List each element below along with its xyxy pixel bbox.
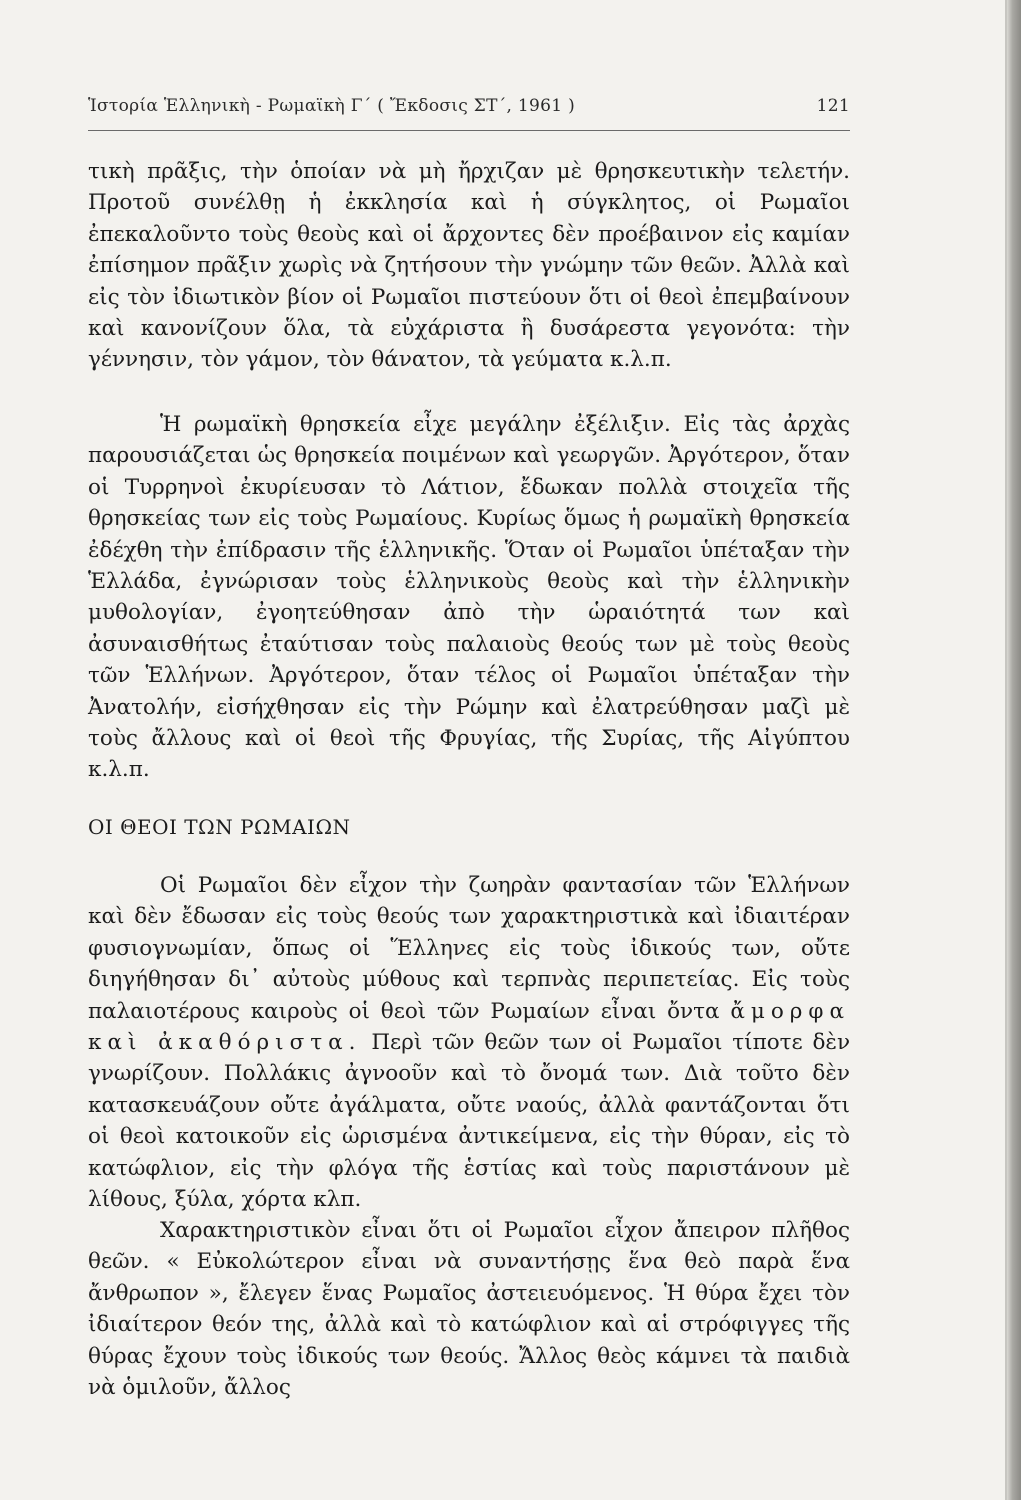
section-heading: ΟΙ ΘΕΟΙ ΤΩΝ ΡΩΜΑΙΩΝ bbox=[88, 815, 351, 839]
paragraph-3-emphasis: ἄμορφα καὶ ἀκαθόριστα. bbox=[88, 998, 850, 1056]
paragraph-continued bbox=[88, 156, 850, 376]
running-title: Ἱστορία Ἑλληνικὴ - Ρωμαϊκὴ Γ΄ ( Ἔκδοσις ΣΤ΄, 1961 ) bbox=[88, 96, 576, 116]
paragraph-countless-gods bbox=[88, 1215, 850, 1403]
header-rule bbox=[88, 130, 850, 131]
paragraph-3-part-2: Περὶ τῶν θεῶν των οἱ Ρωμαῖοι τίποτε δὲν γνωρίζουν. Πολλάκις ἀγνοοῦν καὶ τὸ ὄνομά των. Διὰ τοῦτο δὲν κατασκευάζουν οὔτε ἀγάλματα, οὔτε ναούς, ἀλλὰ φαντάζονται ὅτι οἱ θεοὶ κατοικοῦν εἰς ὡρισμένα ἀντικείμενα, εἰς τὴν θύραν, εἰς τὸ κατώφλιον, εἰς τὴν φλόγα τῆς ἑστίας καὶ τοὺς παριστάνουν μὲ λίθους, ξύλα, χόρτα κλπ. bbox=[88, 1030, 851, 1213]
running-header bbox=[88, 96, 850, 126]
page-number: 121 bbox=[816, 96, 850, 116]
paragraph-religion-evolution bbox=[88, 409, 850, 786]
paragraph-3 bbox=[88, 870, 850, 1215]
page-edge-shadow bbox=[1007, 0, 1021, 1500]
paragraph-3-part-1: Οἱ Ρωμαῖοι δὲν εἶχον τὴν ζωηρὰν φαντασίαν τῶν Ἑλλήνων καὶ δὲν ἔδωσαν εἰς τοὺς θεούς των χαρακτηριστικὰ καὶ ἰδιαιτέραν φυσιογνωμίαν, ὅπως οἱ Ἕλληνες εἰς τοὺς ἰδικούς των, οὔτε διηγήθησαν δι᾽ αὐτοὺς μύθους καὶ τερπνὰς περιπετείας. Εἰς τοὺς παλαιοτέρους καιροὺς οἱ θεοὶ τῶν Ρωμαίων εἶναι ὄντα bbox=[88, 873, 850, 1024]
paragraph-1: τικὴ πρᾶξις, τὴν ὁποίαν νὰ μὴ ἤρχιζαν μὲ θρησκευτικὴν τελετήν. Προτοῦ συνέλθῃ ἡ ἐκκλησία καὶ ἡ σύγκλητος, οἱ Ρωμαῖοι ἐπεκαλοῦντο τοὺς θεοὺς καὶ οἱ ἄρχοντες δὲν προέβαινον εἰς καμίαν ἐπίσημον πρᾶξιν χωρὶς νὰ ζητήσουν τὴν γνώμην τῶν θεῶν. Ἀλλὰ καὶ εἰς τὸν ἰδιωτικὸν βίον οἱ Ρωμαῖοι πιστεύουν ὅτι οἱ θεοὶ ἐπεμβαίνουν καὶ κανονίζουν ὅλα, τὰ εὐχάριστα ἢ δυσάρεστα γεγονότα: τὴν γέννησιν, τὸν γάμον, τὸν θάνατον, τὰ γεύματα κ.λ.π. bbox=[88, 159, 850, 373]
paragraph-roman-gods bbox=[88, 870, 850, 1215]
paragraph-4: Χαρακτηριστικὸν εἶναι ὅτι οἱ Ρωμαῖοι εἶχον ἄπειρον πλῆθος θεῶν. « Εὐκολώτερον εἶναι νὰ συναντήσῃς ἕνα θεὸ παρὰ ἕνα ἄνθρωπον », ἔλεγεν ἕνας Ρωμαῖος ἀστειευόμενος. Ἡ θύρα ἔχει τὸν ἰδιαίτερον θεόν της, ἀλλὰ καὶ τὸ κατώφλιον καὶ αἱ στρόφιγγες τῆς θύρας ἔχουν τοὺς ἰδικούς των θεούς. Ἄλλος θεὸς κάμνει τὰ παιδιὰ νὰ ὁμιλοῦν, ἄλλος bbox=[88, 1218, 850, 1401]
paragraph-2: Ἡ ρωμαϊκὴ θρησκεία εἶχε μεγάλην ἐξέλιξιν. Εἰς τὰς ἀρχὰς παρουσιάζεται ὡς θρησκεία ποιμένων καὶ γεωργῶν. Ἀργότερον, ὅταν οἱ Τυρρηνοὶ ἐκυρίευσαν τὸ Λάτιον, ἔδωκαν πολλὰ στοιχεῖα τῆς θρησκείας των εἰς τοὺς Ρωμαίους. Κυρίως ὅμως ἡ ρωμαϊκὴ θρησκεία ἐδέχθη τὴν ἐπίδρασιν τῆς ἑλληνικῆς. Ὅταν οἱ Ρωμαῖοι ὑπέταξαν τὴν Ἑλλάδα, ἐγνώρισαν τοὺς ἑλληνικοὺς θεοὺς καὶ τὴν ἑλληνικὴν μυθολογίαν, ἐγοητεύθησαν ἀπὸ τὴν ὡραιότητά των καὶ ἀσυναισθήτως ἐταύτισαν τοὺς παλαιοὺς θεούς των μὲ τοὺς θεοὺς τῶν Ἑλλήνων. Ἀργότερον, ὅταν τέλος οἱ Ρωμαῖοι ὑπέταξαν τὴν Ἀνατολήν, εἰσήχθησαν εἰς τὴν Ρώμην καὶ ἐλατρεύθησαν μαζὶ μὲ τοὺς ἄλλους καὶ οἱ θεοὶ τῆς Φρυγίας, τῆς Συρίας, τῆς Αἰγύπτου κ.λ.π. bbox=[88, 412, 850, 783]
